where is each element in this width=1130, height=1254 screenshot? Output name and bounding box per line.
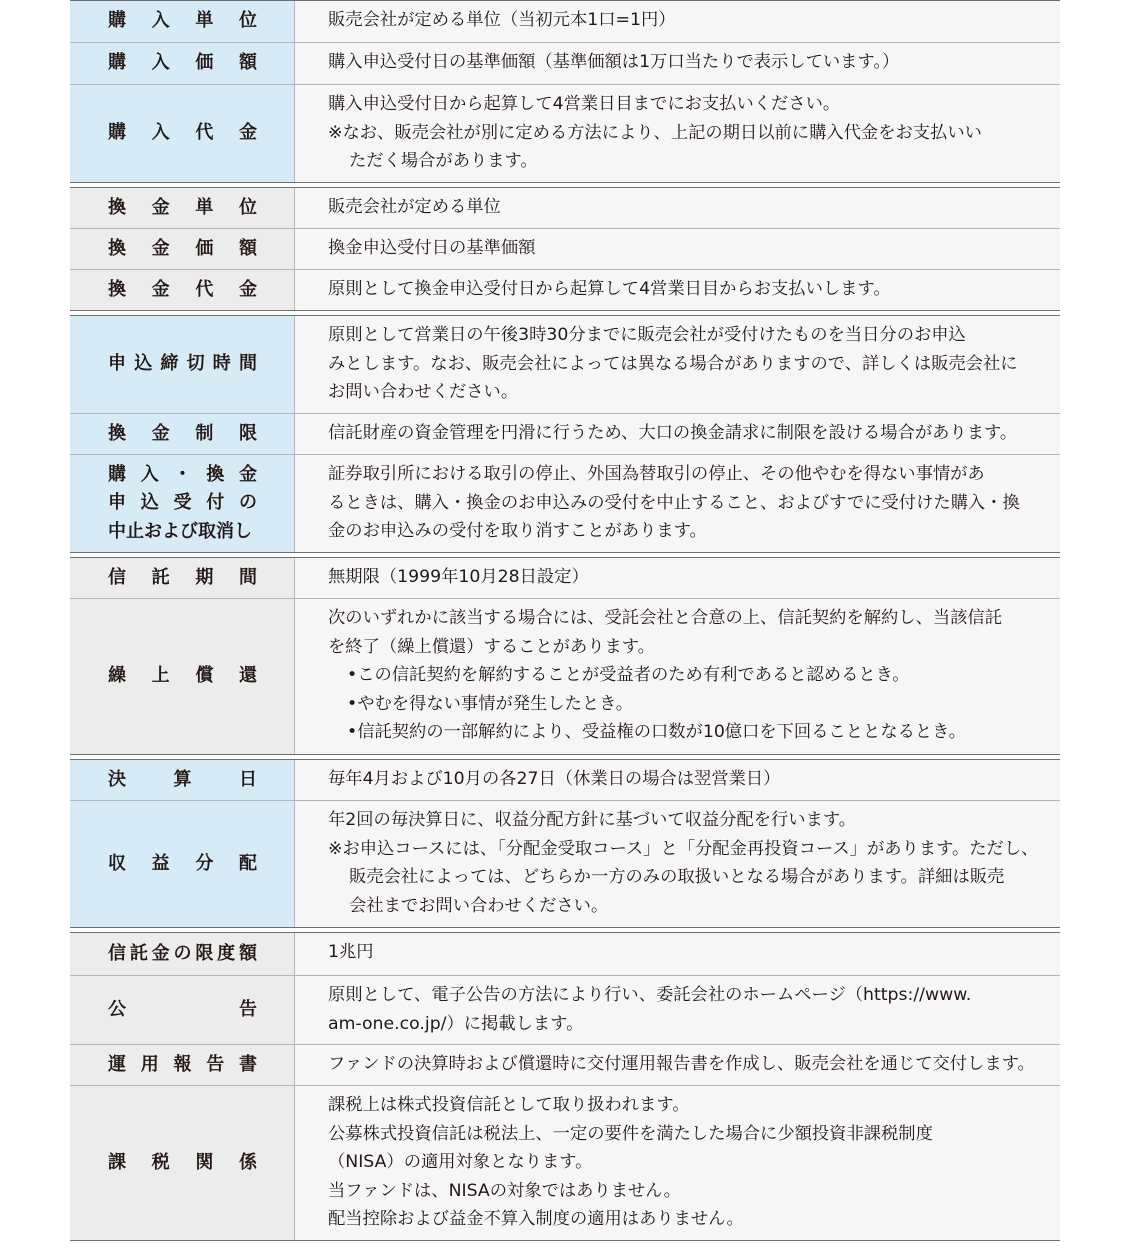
row-label bbox=[70, 976, 295, 1044]
value-line: 会社までお問い合わせください。 bbox=[349, 895, 609, 916]
value-line: （NISA）の適用対象となります。 bbox=[328, 1152, 593, 1172]
table-row bbox=[70, 975, 1060, 1044]
label-char: 税 bbox=[151, 1151, 170, 1173]
label-char: 購 bbox=[108, 10, 126, 32]
value-line: るときは、購入・換金のお申込みの受付を中止すること、およびすでに受付けた購入・換 bbox=[328, 492, 1020, 513]
label-char: 繰 bbox=[108, 665, 126, 687]
value-line: 無期限（1999年10月28日設定） bbox=[328, 567, 589, 587]
label-char: 購 bbox=[108, 122, 126, 144]
label-char: 間 bbox=[238, 566, 257, 588]
table-row bbox=[70, 598, 1060, 754]
label-char: 価 bbox=[195, 237, 214, 259]
row-label bbox=[70, 1, 295, 42]
label-char: 関 bbox=[195, 1151, 214, 1173]
value-line: 当ファンドは、NISAの対象ではありません。 bbox=[328, 1180, 681, 1201]
label-char: 申 bbox=[108, 353, 126, 375]
label-char: 金 bbox=[151, 237, 170, 259]
label-char: 金 bbox=[238, 278, 257, 300]
value-line: ※お申込コースには、「分配金受取コース」と「分配金再投資コース」があります。ただし、 bbox=[328, 838, 1039, 859]
row-value bbox=[295, 1, 1060, 42]
label-char: 換 bbox=[108, 196, 126, 218]
label-char: 書 bbox=[239, 1053, 257, 1075]
row-label bbox=[70, 43, 295, 84]
label-char: 分 bbox=[195, 852, 214, 874]
table-row bbox=[70, 1085, 1060, 1240]
value-line: みとします。なお、販売会社によっては異なる場合がありますので、詳しくは販売会社に bbox=[328, 353, 1018, 374]
table-row bbox=[70, 1044, 1060, 1085]
purchase-section bbox=[70, 0, 1060, 183]
row-label bbox=[70, 1045, 295, 1085]
value-line: 原則として営業日の午後3時30分までに販売会社が受付けたものを当日分のお申込 bbox=[328, 325, 966, 345]
label-char: 単 bbox=[195, 196, 214, 218]
label-char: 上 bbox=[151, 665, 170, 687]
label-char: 換 bbox=[108, 422, 126, 444]
label-char: 入 bbox=[140, 463, 159, 485]
row-value bbox=[295, 270, 1060, 310]
label-char: 位 bbox=[238, 196, 257, 218]
row-value bbox=[295, 599, 1060, 754]
label-char: 代 bbox=[195, 122, 214, 144]
label-char: 告 bbox=[239, 998, 257, 1020]
label-char: 信 bbox=[108, 566, 126, 588]
label-char: 配 bbox=[238, 852, 257, 874]
table-row bbox=[70, 228, 1060, 269]
value-line: 1兆円 bbox=[328, 942, 374, 962]
label-char: 係 bbox=[238, 1151, 257, 1173]
label-char: 還 bbox=[238, 665, 257, 687]
row-label bbox=[70, 229, 295, 269]
value-line: 購入申込受付日から起算して4営業日目までにお支払いください。 bbox=[328, 94, 841, 114]
row-value bbox=[295, 414, 1060, 454]
row-value bbox=[295, 1086, 1060, 1240]
row-value bbox=[295, 933, 1060, 975]
label-char: 運 bbox=[108, 1053, 126, 1075]
label-char: 換 bbox=[206, 463, 225, 485]
redemption-section bbox=[70, 187, 1060, 311]
row-value bbox=[295, 1045, 1060, 1085]
value-line: 公募株式投資信託は税法上、一定の要件を満たした場合に少額投資非課税制度 bbox=[328, 1123, 933, 1144]
value-line: 年2回の毎決算日に、収益分配方針に基づいて収益分配を行います。 bbox=[328, 810, 857, 830]
value-line: を終了（繰上償還）することがあります。 bbox=[328, 636, 655, 657]
row-value bbox=[295, 455, 1060, 552]
value-line: •信託契約の一部解約により、受益権の口数が10億口を下回ることとなるとき。 bbox=[347, 722, 967, 742]
label-line: 中止および取消し bbox=[108, 520, 252, 542]
value-line: ※なお、販売会社が別に定める方法により、上記の期日以前に購入代金をお支払いい bbox=[328, 122, 982, 143]
table-row bbox=[70, 1, 1060, 42]
application-section bbox=[70, 315, 1060, 553]
label-char: 間 bbox=[238, 353, 257, 375]
trust-period-section bbox=[70, 557, 1060, 755]
label-char: 限 bbox=[238, 422, 257, 444]
row-value bbox=[295, 85, 1060, 182]
label-char: 収 bbox=[108, 852, 126, 874]
table-row bbox=[70, 316, 1060, 413]
value-line: 販売会社が定める単位（当初元本1口=1円） bbox=[328, 10, 676, 30]
label-char: 締 bbox=[160, 353, 179, 375]
label-char: 金 bbox=[151, 278, 170, 300]
label-char: 位 bbox=[238, 10, 257, 32]
table-row bbox=[70, 84, 1060, 182]
label-char: 入 bbox=[151, 52, 170, 74]
value-line: 次のいずれかに該当する場合には、受託会社と合意の上、信託契約を解約し、当該信託 bbox=[328, 608, 1002, 628]
label-char: 換 bbox=[108, 237, 126, 259]
table-row bbox=[70, 42, 1060, 84]
label-char: 付 bbox=[206, 492, 225, 514]
label-char: 託 bbox=[129, 942, 148, 964]
table-row bbox=[70, 800, 1060, 927]
row-label bbox=[70, 270, 295, 310]
value-line: 原則として、電子公告の方法により行い、委託会社のホームページ（https://www. bbox=[328, 985, 972, 1005]
label-char: 用 bbox=[140, 1053, 159, 1075]
value-line: 購入申込受付日の基準価額（基準価額は1万口当たりで表示しています。） bbox=[328, 52, 900, 72]
label-char: 算 bbox=[173, 768, 192, 790]
value-line: ファンドの決算時および償還時に交付運用報告書を作成し、販売会社を通じて交付します。 bbox=[328, 1054, 1035, 1074]
label-char: の bbox=[239, 492, 257, 514]
value-line: 販売会社によっては、どちらか一方のみの取扱いとなる場合があります。詳細は販売 bbox=[349, 867, 1005, 887]
label-char: 日 bbox=[239, 768, 257, 790]
label-char: の bbox=[173, 942, 192, 964]
label-char: 益 bbox=[151, 852, 170, 874]
table-row bbox=[70, 558, 1060, 598]
row-value bbox=[295, 316, 1060, 413]
table-row bbox=[70, 760, 1060, 800]
label-char: 償 bbox=[195, 665, 214, 687]
row-label bbox=[70, 316, 295, 413]
label-char: 価 bbox=[195, 52, 214, 74]
label-char: 入 bbox=[151, 10, 170, 32]
value-line: ただく場合があります。 bbox=[349, 151, 538, 171]
label-char: 額 bbox=[238, 52, 257, 74]
row-value bbox=[295, 760, 1060, 800]
label-char: 金 bbox=[238, 122, 257, 144]
value-line: お問い合わせください。 bbox=[328, 382, 519, 402]
value-line: 証券取引所における取引の停止、外国為替取引の停止、その他やむを得ない事情があ bbox=[328, 464, 985, 484]
value-line: 毎年4月および10月の各27日（休業日の場合は翌営業日） bbox=[328, 769, 781, 789]
label-char: 制 bbox=[195, 422, 214, 444]
label-char: 額 bbox=[238, 237, 257, 259]
label-char: 受 bbox=[173, 492, 192, 514]
fund-terms-table bbox=[70, 0, 1060, 1241]
label-char: 課 bbox=[108, 1151, 126, 1173]
label-char: 購 bbox=[108, 463, 126, 485]
label-char: 込 bbox=[134, 353, 153, 375]
row-label bbox=[70, 801, 295, 927]
label-char: 単 bbox=[195, 10, 214, 32]
value-line: 信託財産の資金管理を円滑に行うため、大口の換金請求に制限を設ける場合があります。 bbox=[328, 423, 1018, 443]
label-char: 金 bbox=[151, 422, 170, 444]
label-char: 期 bbox=[195, 566, 214, 588]
table-row bbox=[70, 188, 1060, 228]
table-row bbox=[70, 454, 1060, 552]
row-label bbox=[70, 599, 295, 754]
label-char: 切 bbox=[186, 353, 205, 375]
label-char: 額 bbox=[238, 942, 257, 964]
label-char: 信 bbox=[108, 942, 126, 964]
label-char: 報 bbox=[173, 1053, 192, 1075]
label-char: 公 bbox=[108, 998, 126, 1020]
table-row bbox=[70, 933, 1060, 975]
table-row bbox=[70, 413, 1060, 454]
row-value bbox=[295, 976, 1060, 1044]
label-char: 換 bbox=[108, 278, 126, 300]
row-label bbox=[70, 558, 295, 598]
row-label bbox=[70, 1086, 295, 1240]
row-label bbox=[70, 414, 295, 454]
label-char: 限 bbox=[195, 942, 214, 964]
value-line: am-one.co.jp/）に掲載します。 bbox=[328, 1013, 584, 1034]
value-line: •やむを得ない事情が発生したとき。 bbox=[347, 693, 634, 714]
row-value bbox=[295, 188, 1060, 228]
label-char: 入 bbox=[151, 122, 170, 144]
label-line bbox=[108, 461, 257, 490]
label-char: 込 bbox=[140, 492, 159, 514]
value-line: •この信託契約を解約することが受益者のため有利であると認めるとき。 bbox=[347, 665, 910, 685]
label-line bbox=[108, 489, 257, 518]
table-row bbox=[70, 269, 1060, 310]
label-char: 度 bbox=[217, 942, 236, 964]
settlement-section bbox=[70, 759, 1060, 928]
label-char: 告 bbox=[206, 1053, 225, 1075]
label-char: 託 bbox=[151, 566, 170, 588]
value-line: 販売会社が定める単位 bbox=[328, 197, 501, 217]
label-char: 決 bbox=[108, 768, 126, 790]
label-char: ・ bbox=[173, 463, 192, 485]
label-char: 金 bbox=[239, 463, 257, 485]
label-char: 購 bbox=[108, 52, 126, 74]
row-label bbox=[70, 933, 295, 975]
row-value bbox=[295, 558, 1060, 598]
row-label bbox=[70, 85, 295, 182]
row-label bbox=[70, 760, 295, 800]
label-char: 代 bbox=[195, 278, 214, 300]
label-char: 時 bbox=[212, 353, 231, 375]
row-value bbox=[295, 229, 1060, 269]
other-terms-section bbox=[70, 932, 1060, 1241]
row-label bbox=[70, 188, 295, 228]
row-label bbox=[70, 455, 295, 552]
value-line: 課税上は株式投資信託として取り扱われます。 bbox=[328, 1095, 690, 1115]
label-char: 金 bbox=[151, 942, 170, 964]
value-line: 換金申込受付日の基準価額 bbox=[328, 238, 536, 258]
row-value bbox=[295, 801, 1060, 927]
label-char: 申 bbox=[108, 492, 126, 514]
value-line: 配当控除および益金不算入制度の適用はありません。 bbox=[328, 1209, 744, 1229]
row-value bbox=[295, 43, 1060, 84]
value-line: 金のお申込みの受付を取り消すことがあります。 bbox=[328, 521, 707, 541]
value-line: 原則として換金申込受付日から起算して4営業日目からお支払いします。 bbox=[328, 279, 891, 299]
label-char: 金 bbox=[151, 196, 170, 218]
